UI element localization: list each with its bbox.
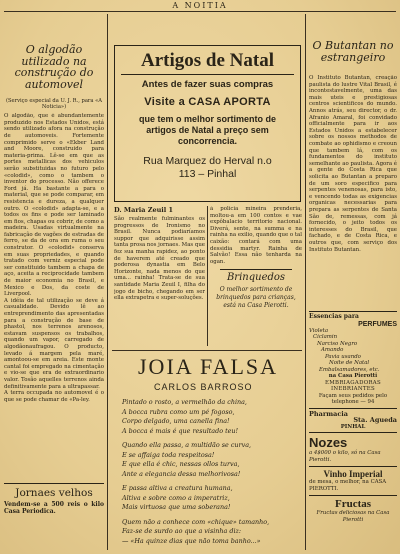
ad-address: Rua Marquez do Herval n.o 113 – Pinhal (143, 155, 272, 180)
poem-line: — «Ha quinze dias que não toma banho...» (122, 536, 261, 545)
right-rule-1 (309, 311, 397, 312)
poem-line: Pintado o rosto, a vermelhão da china, (122, 398, 247, 406)
poem-lines (114, 398, 304, 546)
embriaga-label: EMBRIAGADORAS INEBRIANTES (325, 379, 381, 393)
ad-line1: Antes de fazer suas compras (141, 79, 274, 90)
brinquedos-text: O melhor sortimento de brinquedos para crianças, está na Casa Pierotti. (216, 285, 296, 309)
perfume-item: Amando (321, 347, 344, 354)
poem-line: A bocca rubra como um pé fogoso, (122, 407, 235, 416)
masthead: A NOITIA (172, 1, 228, 10)
ad-line2: Visite a CASA APORTA (144, 96, 271, 108)
left-headline: O algodão utilizado na construção do automovel (14, 43, 94, 91)
poem-line: Faz-se de surdo ao que a visinha diz: (122, 527, 242, 535)
brinquedos-title: Brinquedos (226, 272, 286, 284)
middle-sub-divider (207, 206, 208, 346)
perfume-item: Noite de Natal (329, 360, 370, 367)
poem-line: Quem não a conhece com «chique» tamanho, (122, 517, 270, 526)
policia-text: á policia mineira prenderia, moltou-a em 100 contos e vae expôbalacio territorio nacional. Diverá, sente, na summa e na rainha na exilio, quando que o tal caixão: contará com uma dessidia martyr. Rainha de Salvão! Essa não tenharda na ogan. (210, 206, 302, 265)
brinquedos-rule (220, 269, 292, 270)
poem-author: CARLOS BARROSO (154, 382, 253, 392)
perfume-item: Pavia usando (325, 353, 361, 360)
perfume-item: Narciso Negro (317, 340, 358, 347)
right-rule-2 (309, 408, 397, 409)
perfumes-label: PERFUMES (358, 320, 397, 328)
left-bottom-rule (4, 483, 104, 484)
poem-line: Quando ella passa, a multidão se curva, (122, 441, 252, 449)
poem-line: Altiva e sobre como a imperatriz, (122, 493, 230, 502)
pierotti-line: na Casa Pierotti (328, 373, 378, 380)
vinho-title: Vinho Imperial (323, 469, 383, 480)
middle-col-1 (114, 206, 205, 346)
left-body: O algodão, que é abundantemente produzido nos Estados Unidos, está sendo utilizado afora na construção de automoveis. Fortemente comprimido serve o «Ekber Land and Moore, construido para materia-prima. Lê-se em que as portes metallicas dos vehiculos serão substituidas no futuro pelo «colodid», como o tambem o inventor do processo. Não offerece Ford já. Ha bastante a para o material, que se pode comparar, em resistencia e dureza, a qualquer outro. O «colodid» adapta-se, e a todos os fins e pode ser laminado em fios, chapas ou cobrir, de como a madeira. Usadas virtualmente na fabricação de vagões de estradas de ferro, se da de ora em ruma o seu construtor. O «colodid» conserva em suas propriedades, e quando tratado com verniz especial pode ser constituido tambem a chapa de aço, aceita a reciprocidade tambem de maior economia no Brasil, e Mexico e Dos, da coste de Liverpool. A idéia de tal utilização se deve á casualidade. Devido lê ao entreprendimento das apresentadas para a construção de base de phastol, nos terrenos arenosos, estavam suspensos os trabalhos, quando um vapor, carregado de algodãonaufragou. O producto, levado á margem pela maré, amontoou-se em areia. Este monte cantal foi empregado na cimentação e vio-se que era de extraordinario valor. Tosão aquelles terrenos ainda definitivamente para a ultrapassar. A terra occupada no automovel é o que se pode chamar de «Pa-ley. (4, 113, 104, 403)
poem-line: E passa altiva a creatura humana, (122, 484, 233, 492)
pharmacia-label: Pharmacia (309, 409, 348, 418)
pinhal-label: PINHAL (340, 423, 366, 430)
encomendas-text: Façam seus pedidos pelo telephone — 94 (318, 392, 388, 406)
poem-line: E se affaiga toda respeitosa! (122, 450, 215, 459)
poem-line: Corpo delgado, uma canella fina! (122, 417, 230, 425)
fructas-title: Fructas (334, 498, 372, 511)
ad-line3: que tem o melhor sortimento de artigos de Natal a preço sem concorrencia. (138, 114, 277, 146)
perfume-item: Violeta (309, 327, 329, 334)
nozes-price: a 4$000 o kilo, só na Casa Pierotti. (309, 450, 381, 463)
column-divider-right (305, 14, 306, 550)
right-headline: O Butantan no estrangeiro (312, 39, 394, 64)
middle-col-2 (210, 206, 302, 346)
essencias-label: Essencias para (309, 313, 359, 321)
right-rule-3 (309, 432, 397, 433)
poem-line: E que ella é chic, nessas ollos turva, (122, 460, 240, 468)
jornaes-text: Vendem-se a 500 reis o kilo Casa Periodica. (4, 501, 104, 516)
column-divider-left (107, 14, 108, 550)
left-source: (Serviço especial da U. J. R., para «A Noticia») (5, 98, 103, 111)
jornaes-headline: Jornaes velhos (15, 487, 93, 500)
zeuil-title: D. Maria Zeuil 1 (114, 206, 174, 214)
poem-line: Ante a elegancia dessa melhorivosa! (122, 469, 241, 478)
poem-block (114, 354, 304, 550)
perfume-item: Embalsamadores, etc. (319, 366, 380, 373)
nozes-title: Nozes (309, 435, 348, 451)
perfume-list (309, 328, 397, 374)
right-rule-5 (309, 495, 397, 496)
ad-title: Artigos de Natal (141, 50, 274, 71)
left-column (4, 14, 104, 550)
santa-label: Sta. Agueda (353, 416, 397, 425)
masthead-rule (4, 11, 396, 12)
poem-line: A bocca é mais é que resultado teu! (122, 426, 239, 435)
right-rule-4 (309, 466, 397, 467)
poem-title: JOIA FALSA (138, 354, 279, 379)
ad-title-rule (121, 74, 294, 75)
poem-top-rule (112, 350, 302, 351)
right-body: O Instituto Butantan, creação paulista do lustre Vital Brasil, é incontestavelmente, uma das mais uteis e prestigiosas centros scientificos do mundo. Annos atrás, seu director, o dr. Afranio Amaral, foi convidado officialmente para ir aos Estados Unidos a estabelecer sobre os nossos methodos de combate ao ophidismo e creoun que tambem lá, com os fundamentos do instituto semelhante ao paulista. Agora é a gente do Costa Rica que solicita ao Butantan a preparo de um soro especifico para serpentes venenosas, para isto, e vencendo todas as exigencias organicas necessarias para prepara as serpentes de Santa São de, remessas, com já fornecido, o jeito todos os interesses do Brasil, que fachado, e de Costa Rica, e outros que, com serviço dos Instituto Butantan. (309, 75, 397, 253)
ad-artigos-natal (114, 45, 301, 202)
fructas-text: Fructas deliciosas na Casa Pierotti (316, 510, 390, 523)
perfume-item: Ciclamin (313, 334, 338, 341)
poem-line: Mais virtuosa que uma soberana! (122, 503, 231, 511)
vinho-text: de mesa, o melhor, na CASA PIEROTTI. (309, 479, 387, 492)
zeuil-text: São realmente fulminantes os progressos de Ironismo no Brasil. Nunca podiaríamos suppor que adquirisse assim tanta prosa nos jornaes. Mas que fez sua manha rapidez, ao ponto de haverem até creado que poderosa dynastia em Belo Horizonte, nada menos do que uma... rainha! Trata-se de sua santidade Maria Zeuil I, filha do jogo de bicho, chegando em ser ella extrapetra e super-soluções. (114, 216, 205, 302)
right-column (309, 14, 397, 550)
